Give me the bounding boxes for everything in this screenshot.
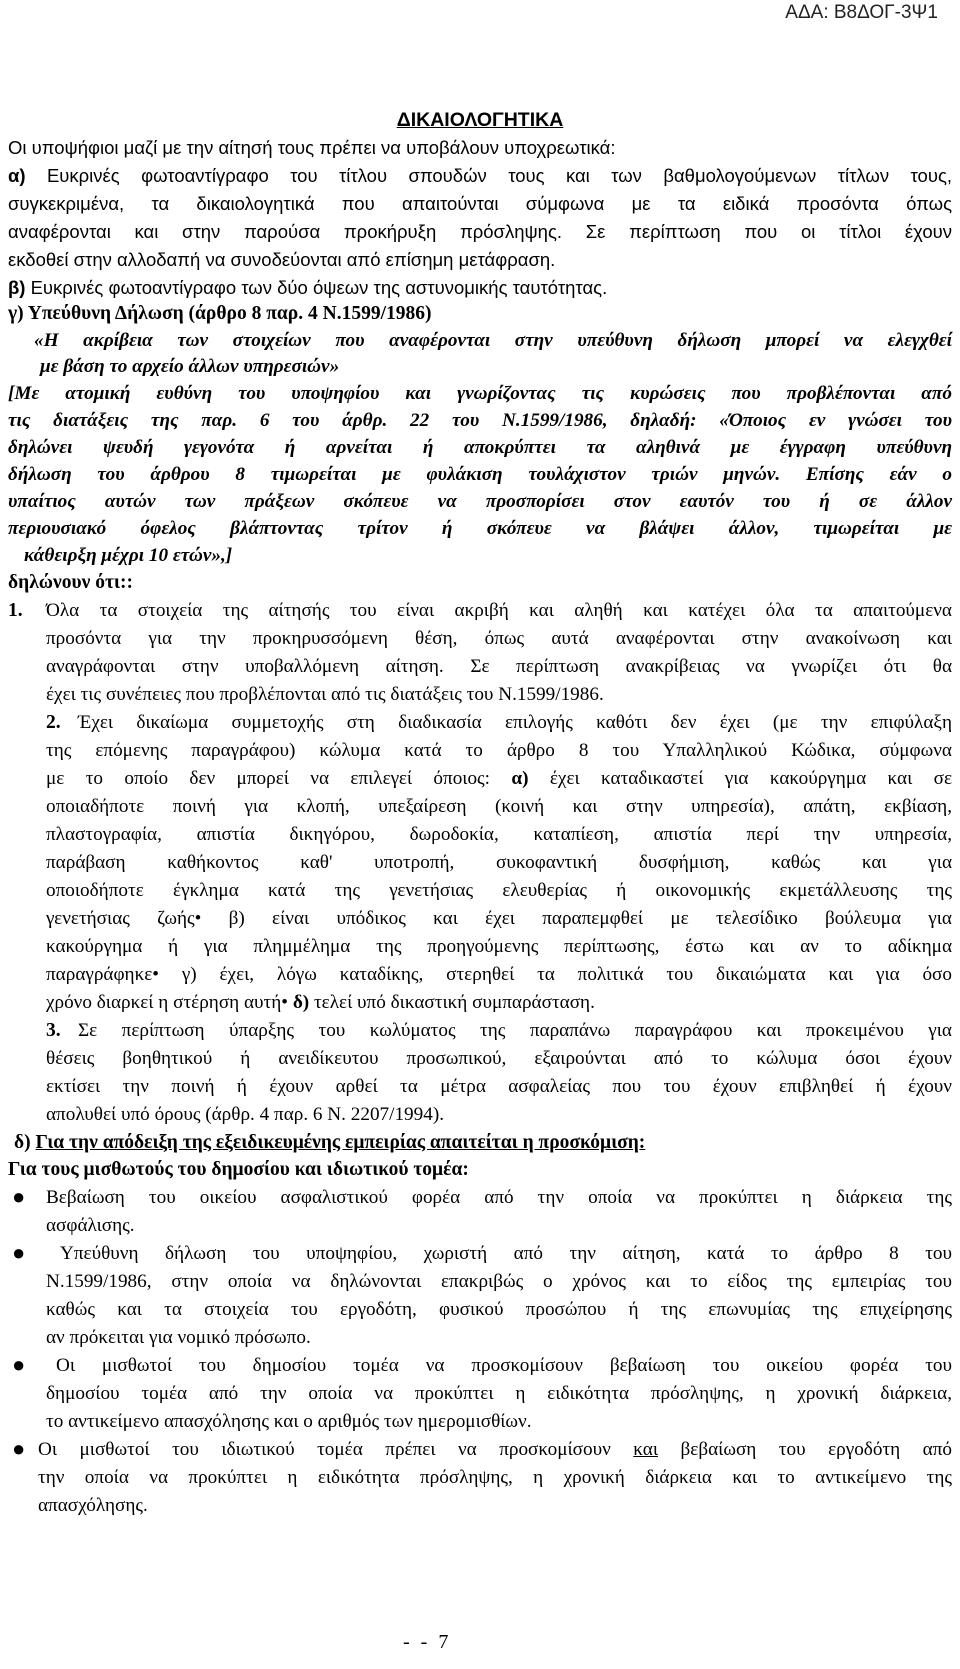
item-a-line: εκδοθεί στην αλλοδαπή να συνοδεύονται από επίσημη μετάφραση. <box>8 249 556 270</box>
point-2-line: γενετήσιας ζωής• β) είναι υπόδικος και έχει παραπεμφθεί με τελεσίδικο βούλευμα για <box>46 908 952 929</box>
page-title: ΔΙΚΑΙΟΛΟΓΗΤΙΚΑ <box>396 109 564 131</box>
bullet-icon: ● <box>12 1184 26 1209</box>
item-d-heading: δ) Για την απόδειξη της εξειδικευμένης εμπειρίας απαιτείται η προσκόμιση: <box>14 1132 646 1153</box>
bullet-line: Οι μισθωτοί του ιδιωτικού τομέα πρέπει να προσκομίσουν και βεβαίωση του εργοδότη από <box>38 1439 953 1460</box>
item-a-label: α) <box>8 165 26 186</box>
bullet-line: Υπεύθυνη δήλωση του υποψηφίου, χωριστή από την αίτηση, κατά το άρθρο 8 του <box>60 1243 952 1264</box>
item-a-line: αναφέρονται και στην παρούσα προκήρυξη πρόσληψης. Σε περίπτωση που οι τίτλοι έχουν <box>8 221 952 242</box>
point-2-line: οποιαδήποτε ποινή για κλοπή, υπεξαίρεση (κοινή και στην υπηρεσία), απάτη, εκβίαση, <box>46 796 952 817</box>
liability-line: δηλώνει ψευδή γεγονότα ή αρνείται ή αποκρύπτει τα αληθινά με έγγραφη υπεύθυνη <box>8 437 952 458</box>
item-c-heading: γ) Υπεύθυνη Δήλωση (άρθρο 8 παρ. 4 Ν.1599/1986) <box>8 303 432 324</box>
point-3-line: εκτίσει την ποινή ή έχουν αρθεί τα μέτρα ασφαλείας που του έχουν επιβληθεί ή έχουν <box>46 1076 952 1097</box>
liability-line: κάθειρξη μέχρι 10 ετών»,] <box>24 545 233 566</box>
intro-text: Οι υποψήφιοι μαζί με την αίτησή τους πρέπει να υποβάλουν υποχρεωτικά: <box>8 137 616 158</box>
point-2-line: Έχει δικαίωμα συμμετοχής στη διαδικασία επιλογής καθότι δεν έχει (με την επιφύλαξη <box>78 712 952 733</box>
point-1-line: έχει τις συνέπειες που προβλέπονται από τις διατάξεις του Ν.1599/1986. <box>46 684 604 705</box>
bullet-line: το αντικείμενο απασχόλησης και ο αριθμός των ημερομισθίων. <box>46 1411 532 1432</box>
item-a-line: α) Ευκρινές φωτοαντίγραφο του τίτλου σπουδών τους και των βαθμολογούμενων τίτλων τους, <box>8 165 952 186</box>
item-a-line: συγκεκριμένα, τα δικαιολογητικά που απαιτούνται σύμφωνα με τα ειδικά προσόντα όπως <box>8 193 952 214</box>
page-number: - - 7 <box>403 1631 449 1653</box>
bullet-line: αν πρόκειται για νομικό πρόσωπο. <box>46 1327 311 1348</box>
point-2-line: οποιοδήποτε έγκλημα κατά της γενετήσιας ελευθερίας ή οικονομικής εκμετάλλευσης της <box>46 880 952 901</box>
point-2-line: πλαστογραφία, απιστία δικηγόρου, δωροδοκία, καταπίεση, απιστία περί την υπηρεσία, <box>46 824 952 845</box>
point-2-line: με το οποίο δεν μπορεί να επιλεγεί όποιος: α) έχει καταδικαστεί για κακούργημα και σε <box>46 768 953 789</box>
bullet-line: Ν.1599/1986, στην οποία να δηλώνονται επακριβώς ο χρόνος και το είδος της εμπειρίας του <box>46 1271 952 1292</box>
bullet-line: Οι μισθωτοί του δημοσίου τομέα να προσκομίσουν βεβαίωση του οικείου φορέα του <box>56 1355 952 1376</box>
point-2-line: παράβαση καθήκοντος καθ' υποτροπή, συκοφαντική δυσφήμιση, καθώς και για <box>46 852 952 873</box>
item-d-label: δ) <box>14 1132 31 1153</box>
point-3-line: Σε περίπτωση ύπαρξης του κωλύματος της παραπάνω παραγράφου και προκειμένου για <box>78 1020 952 1041</box>
bullet-line: την οποία να προκύπτει η ειδικότητα πρόσληψης, η χρονική διάρκεια και το αντικείμενο της <box>38 1467 952 1488</box>
bullet-line: δημοσίου τομέα από την οποία να προκύπτει η ειδικότητα πρόσληψης, η χρονική διάρκεια, <box>46 1383 952 1404</box>
point-1-line: αναγράφονται στην υποβαλλόμενη αίτηση. Σε περίπτωση ανακρίβειας να γνωρίζει ότι θα <box>46 656 952 677</box>
bullet-line: απασχόλησης. <box>38 1495 148 1516</box>
liability-line: περιουσιακό όφελος βλάπτοντας τρίτον ή σκόπευε να βλάψει άλλον, τιμωρείται με <box>8 518 952 539</box>
point-1-line: Όλα τα στοιχεία της αίτησής του είναι ακριβή και αληθή και κατέχει όλα τα απαιτούμενα <box>46 600 952 621</box>
point-1-number: 1. <box>8 600 23 621</box>
point-3-line: απολυθεί υπό όρους (άρθρ. 4 παρ. 6 Ν. 2207/1994). <box>46 1104 445 1125</box>
ada-code: ΑΔΑ: Β8ΔΟΓ-3Ψ1 <box>785 2 938 23</box>
point-2-number: 2. <box>46 712 61 733</box>
sub-heading: Για τους μισθωτούς του δημοσίου και ιδιωτικού τομέα: <box>8 1159 469 1180</box>
item-b-line: β) Ευκρινές φωτοαντίγραφο των δύο όψεων της αστυνομικής ταυτότητας. <box>8 277 608 298</box>
item-b-label: β) <box>8 277 26 298</box>
quote-line: με βάση το αρχείο άλλων υπηρεσιών» <box>40 356 340 377</box>
point-2-line: παραγράφηκε• γ) έχει, λόγω καταδίκης, στερηθεί τα πολιτικά του δικαιώματα και για όσο <box>46 964 952 985</box>
quote-line: «Η ακρίβεια των στοιχείων που αναφέρονται στην υπεύθυνη δήλωση μπορεί να ελεγχθεί <box>34 330 952 351</box>
bullet-icon: ● <box>12 1240 26 1265</box>
declare-heading: δηλώνουν ότι:: <box>8 572 133 593</box>
point-3-number: 3. <box>46 1020 61 1041</box>
bullet-icon: ● <box>12 1352 26 1377</box>
liability-line: [Με ατομική ευθύνη του υποψηφίου και γνωρίζοντας τις κυρώσεις που προβλέπονται από <box>8 383 952 404</box>
point-2-line: χρόνο διαρκεί η στέρηση αυτή• δ) τελεί υπό δικαστική συμπαράσταση. <box>46 992 595 1013</box>
liability-line: δήλωση του άρθρου 8 τιμωρείται με φυλάκιση τουλάχιστον τριών μηνών. Επίσης εάν ο <box>8 464 952 485</box>
bullet-icon: ● <box>12 1436 26 1461</box>
bullet-line: καθώς και τα στοιχεία του εργοδότη, φυσικού προσώπου ή της επωνυμίας της επιχείρησης <box>46 1299 952 1320</box>
liability-line: τις διατάξεις της παρ. 6 του άρθρ. 22 του Ν.1599/1986, δηλαδή: «Όποιος εν γνώσει του <box>8 410 952 431</box>
point-3-line: θέσεις βοηθητικού ή ανειδίκευτου προσωπικού, εξαιρούνται από το κώλυμα όσοι έχουν <box>46 1048 952 1069</box>
bullet-line: Βεβαίωση του οικείου ασφαλιστικού φορέα από την οποία να προκύπτει η διάρκεια της <box>46 1187 952 1208</box>
bullet-line: ασφάλισης. <box>46 1215 135 1236</box>
point-2-line: κακούργημα ή για πλημμέλημα της προηγούμενης περίπτωσης, έστω και αν το αδίκημα <box>46 936 952 957</box>
point-1-line: προσόντα για την προκηρυσσόμενη θέση, όπως αυτά αναφέρονται στην ανακοίνωση και <box>46 628 952 649</box>
point-2-line: της επόμενης παραγράφου) κώλυμα κατά το άρθρο 8 του Υπαλληλικού Κώδικα, σύμφωνα <box>46 740 952 761</box>
liability-line: υπαίτιος αυτών των πράξεων σκόπευε να προσπορίσει στον εαυτόν του ή σε άλλον <box>8 491 952 512</box>
